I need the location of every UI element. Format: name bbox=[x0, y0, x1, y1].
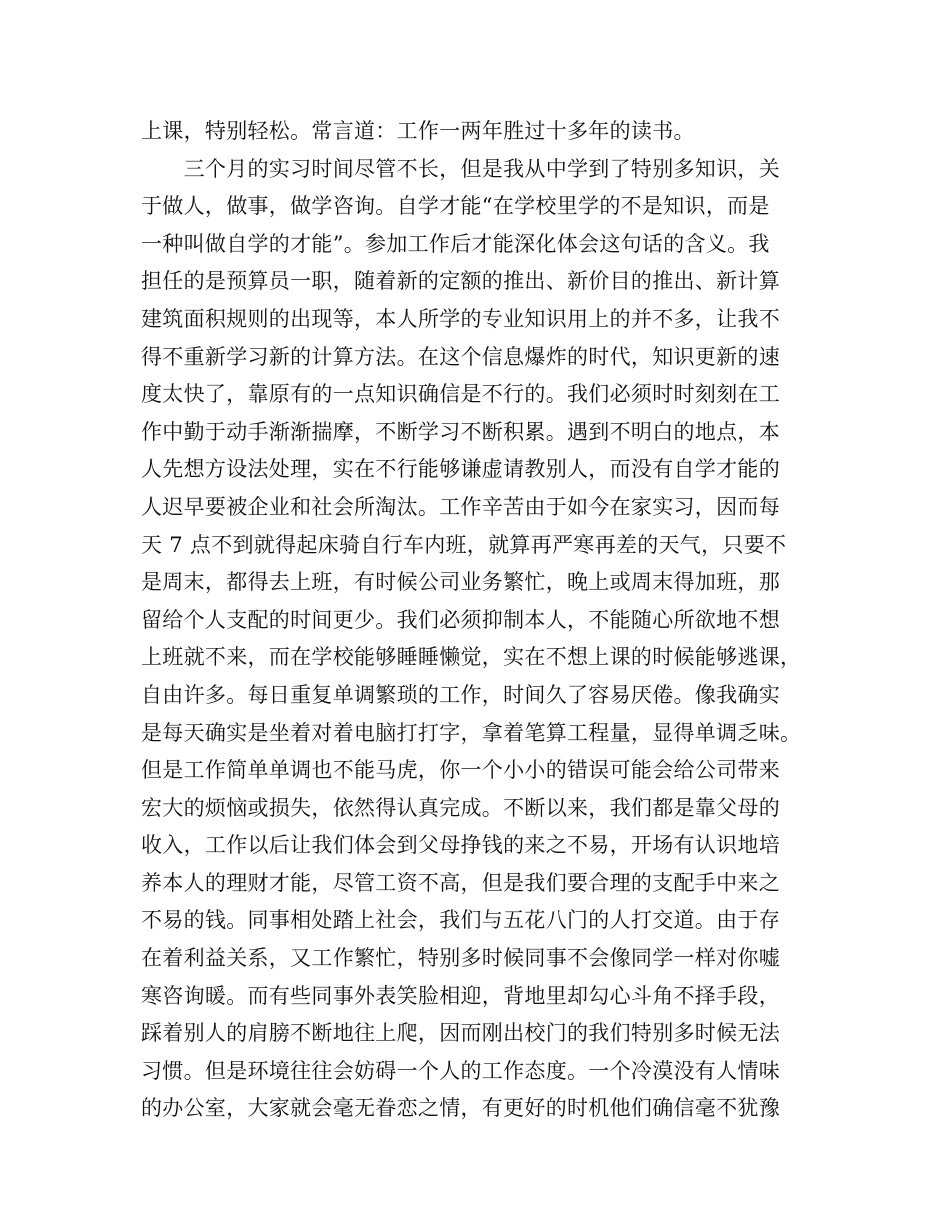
text-line-13: 是周末，都得去上班，有时候公司业务繁忙，晚上或周末得加班，那 bbox=[141, 570, 780, 595]
text-line-3: 于做人，做事，做学咨询。自学才能“在学校里学的不是知识，而是 bbox=[141, 194, 770, 219]
text-line-1: 上课，特别轻松。常言道：工作一两年胜过十多年的读书。 bbox=[141, 119, 695, 143]
text-line-23: 在着利益关系，又工作繁忙，特别多时候同事不会像同学一样对你嘘 bbox=[141, 946, 780, 971]
text-line-4: 一种叫做自学的才能”。参加工作后才能深化体会这句话的含义。我 bbox=[141, 231, 770, 256]
text-line-2: 三个月的实习时间尽管不长，但是我从中学到了特别多知识，关 bbox=[141, 156, 780, 181]
text-line-25: 踩着别人的肩膀不断地往上爬，因而刚出校门的我们特别多时候无法 bbox=[141, 1021, 780, 1046]
text-line-14: 留给个人支配的时间更少。我们必须抑制本人，不能随心所欲地不想 bbox=[141, 607, 780, 632]
text-line-26: 习惯。但是环境往往会妨碍一个人的工作态度。一个冷漠没有人情味 bbox=[141, 1058, 780, 1083]
text-line-8: 度太快了，靠原有的一点知识确信是不行的。我们必须时时刻刻在工 bbox=[141, 382, 780, 407]
text-line-11: 人迟早要被企业和社会所淘汰。工作辛苦由于如今在家实习，因而每 bbox=[141, 494, 780, 519]
text-line-5: 担任的是预算员一职，随着新的定额的推出、新价目的推出、新计算 bbox=[141, 269, 780, 294]
text-line-27: 的办公室，大家就会毫无眷恋之情，有更好的时机他们确信毫不犹豫 bbox=[141, 1096, 780, 1121]
text-line-19: 宏大的烦恼或损失，依然得认真完成。不断以来，我们都是靠父母的 bbox=[141, 795, 780, 820]
text-line-22: 不易的钱。同事相处踏上社会，我们与五花八门的人打交道。由于存 bbox=[141, 908, 780, 933]
text-line-12: 天 7 点不到就得起床骑自行车内班，就算再严寒再差的天气，只要不 bbox=[141, 532, 787, 557]
text-line-10: 人先想方设法处理，实在不行能够谦虚请教别人，而没有自学才能的 bbox=[141, 457, 780, 482]
text-line-16: 自由许多。每日重复单调繁琐的工作，时间久了容易厌倦。像我确实 bbox=[141, 682, 780, 707]
text-line-24: 寒咨询暖。而有些同事外表笑脸相迎，背地里却勾心斗角不择手段， bbox=[141, 983, 780, 1008]
text-line-15: 上班就不来，而在学校能够睡睡懒觉，实在不想上课的时候能够逃课， bbox=[141, 645, 802, 670]
text-line-6: 建筑面积规则的出现等，本人所学的专业知识用上的并不多，让我不 bbox=[141, 306, 780, 331]
text-line-21: 养本人的理财才能，尽管工资不高，但是我们要合理的支配手中来之 bbox=[141, 870, 780, 895]
text-line-9: 作中勤于动手渐渐揣摩，不断学习不断积累。遇到不明白的地点，本 bbox=[141, 419, 780, 444]
text-line-18: 但是工作简单单调也不能马虎，你一个小小的错误可能会给公司带来 bbox=[141, 758, 780, 783]
text-line-20: 收入，工作以后让我们体会到父母挣钱的来之不易，开场有认识地培 bbox=[141, 833, 780, 858]
body-text bbox=[141, 113, 821, 1128]
text-line-17: 是每天确实是坐着对着电脑打打字，拿着笔算工程量，显得单调乏味。 bbox=[141, 720, 802, 745]
text-line-7: 得不重新学习新的计算方法。在这个信息爆炸的时代，知识更新的速 bbox=[141, 344, 780, 369]
